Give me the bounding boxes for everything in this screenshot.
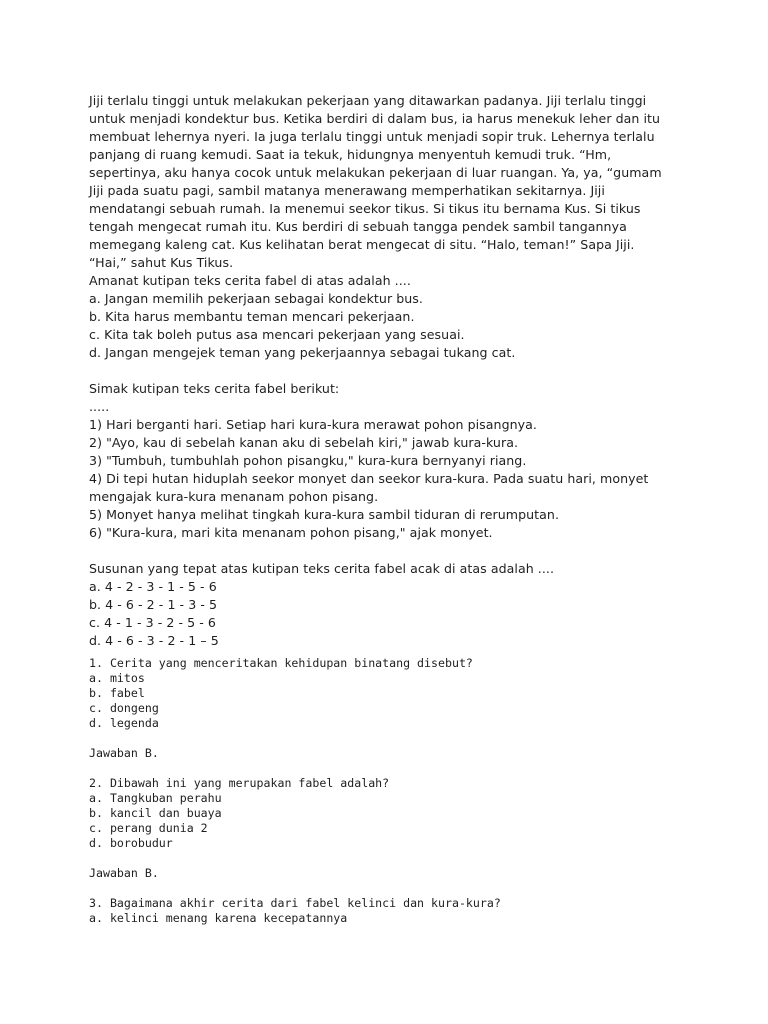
story-item: 2) "Ayo, kau di sebelah kanan aku di sebelah kiri," jawab kura-kura. (89, 435, 519, 450)
answer-option: a. mitos (89, 671, 145, 685)
answer-option: b. fabel (89, 686, 145, 700)
answer-option: a. 4 - 2 - 3 - 1 - 5 - 6 (89, 579, 217, 594)
answer-option: a. kelinci menang karena kecepatannya (89, 911, 348, 925)
quiz-block (89, 656, 689, 926)
question-prompt: 1. Cerita yang menceritakan kehidupan binatang disebut? (89, 656, 473, 670)
answer-option: b. Kita harus membantu teman mencari pekerjaan. (89, 309, 415, 324)
answer-option: d. Jangan mengejek teman yang pekerjaannya sebagai tukang cat. (89, 345, 516, 360)
question-prompt: Amanat kutipan teks cerita fabel di atas adalah .... (89, 273, 411, 288)
question-prompt: Susunan yang tepat atas kutipan teks cerita fabel acak di atas adalah .... (89, 561, 555, 576)
answer-key: Jawaban B. (89, 746, 159, 760)
spacer (89, 542, 689, 560)
story-item: mengajak kura-kura menanam pohon pisang. (89, 489, 379, 504)
passage-line: Jiji pada suatu pagi, sambil matanya menerawang memperhatikan sekitarnya. Jiji (89, 183, 605, 198)
answer-option: b. 4 - 6 - 2 - 1 - 3 - 5 (89, 597, 218, 612)
story-item: 6) "Kura-kura, mari kita menanam pohon pisang," ajak monyet. (89, 525, 493, 540)
story-item: 4) Di tepi hutan hiduplah seekor monyet dan seekor kura-kura. Pada suatu hari, monyet (89, 471, 649, 486)
answer-option: a. Tangkuban perahu (89, 791, 222, 805)
spacer (89, 362, 689, 380)
story-item: 3) "Tumbuh, tumbuhlah pohon pisangku," kura-kura bernyanyi riang. (89, 453, 527, 468)
answer-option: c. dongeng (89, 701, 159, 715)
answer-option: c. Kita tak boleh putus asa mencari pekerjaan yang sesuai. (89, 327, 465, 342)
question-prompt: Simak kutipan teks cerita fabel berikut: (89, 381, 340, 396)
question-prompt: 2. Dibawah ini yang merupakan fabel adalah? (89, 776, 390, 790)
passage-line: panjang di ruang kemudi. Saat ia tekuk, hidungnya menyentuh kemudi truk. “Hm, (89, 147, 612, 162)
mono-spacer (89, 851, 689, 866)
question-prompt: 3. Bagaimana akhir cerita dari fabel kelinci dan kura-kura? (89, 896, 501, 910)
answer-option: d. legenda (89, 716, 159, 730)
passage-line: “Hai,” sahut Kus Tikus. (89, 255, 234, 270)
passage-line: tengah mengecat rumah itu. Kus berdiri di sebuah tangga pendek sambil tangannya (89, 219, 627, 234)
passage-line: Jiji terlalu tinggi untuk melakukan pekerjaan yang ditawarkan padanya. Jiji terlalu tinggi (89, 93, 647, 108)
mono-spacer (89, 761, 689, 776)
answer-option: d. 4 - 6 - 3 - 2 - 1 – 5 (89, 633, 219, 648)
mono-spacer (89, 731, 689, 746)
passage-line: untuk menjadi kondektur bus. Ketika berdiri di dalam bus, ia harus menekuk leher dan itu (89, 111, 661, 126)
answer-option: b. kancil dan buaya (89, 806, 222, 820)
passage-line: membuat lehernya nyeri. Ia juga terlalu tinggi untuk menjadi sopir truk. Lehernya terlalu (89, 129, 655, 144)
mono-spacer (89, 881, 689, 896)
story-item: 5) Monyet hanya melihat tingkah kura-kura sambil tiduran di rerumputan. (89, 507, 560, 522)
story-item: 1) Hari berganti hari. Setiap hari kura-kura merawat pohon pisangnya. (89, 417, 537, 432)
answer-option: c. perang dunia 2 (89, 821, 208, 835)
passage-line: sepertinya, aku hanya cocok untuk melakukan pekerjaan di luar ruangan. Ya, ya, “gumam (89, 165, 662, 180)
ellipsis: ..... (89, 399, 110, 414)
answer-key: Jawaban B. (89, 866, 159, 880)
passage-line: mendatangi sebuah rumah. Ia menemui seekor tikus. Si tikus itu bernama Kus. Si tikus (89, 201, 641, 216)
answer-option: d. borobudur (89, 836, 173, 850)
story-passage (89, 92, 689, 650)
answer-option: c. 4 - 1 - 3 - 2 - 5 - 6 (89, 615, 216, 630)
passage-line: memegang kaleng cat. Kus kelihatan berat mengecat di situ. “Halo, teman!” Sapa Jiji. (89, 237, 635, 252)
answer-option: a. Jangan memilih pekerjaan sebagai kondektur bus. (89, 291, 423, 306)
